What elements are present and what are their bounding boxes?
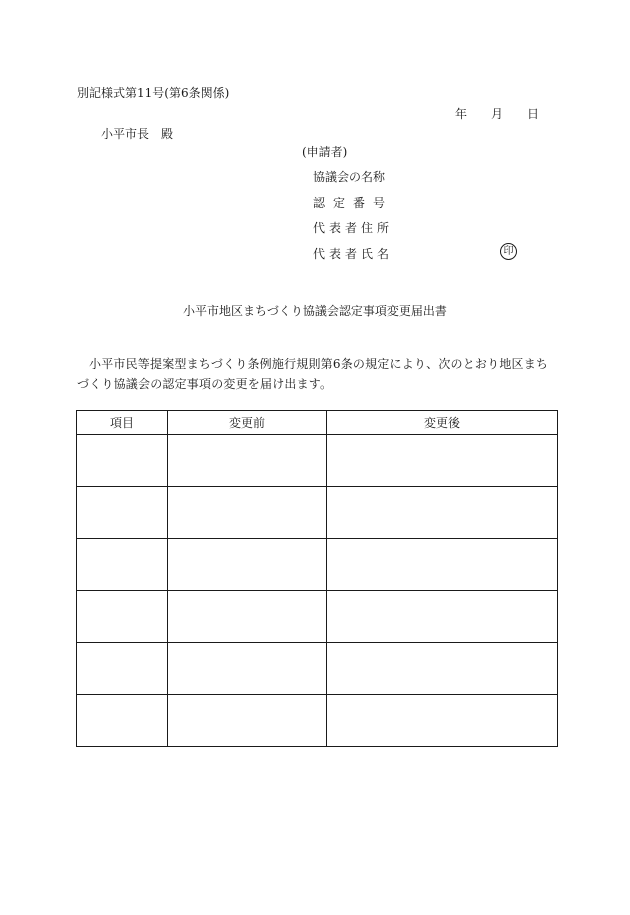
table-row [77, 643, 558, 695]
column-header-before: 変更前 [168, 411, 327, 435]
cell-after[interactable] [327, 435, 558, 487]
table-row [77, 539, 558, 591]
date-day-label: 日 [527, 107, 540, 121]
cell-after[interactable] [327, 643, 558, 695]
column-header-after: 変更後 [327, 411, 558, 435]
column-header-item: 項目 [77, 411, 168, 435]
cell-after[interactable] [327, 539, 558, 591]
field-representative-address: 代表者住所 [313, 221, 394, 235]
cell-before[interactable] [168, 487, 327, 539]
date-line [455, 105, 539, 122]
cell-item[interactable] [77, 539, 168, 591]
applicant-heading: (申請者) [302, 145, 348, 159]
cell-before[interactable] [168, 591, 327, 643]
cell-item[interactable] [77, 435, 168, 487]
cell-item[interactable] [77, 487, 168, 539]
cell-before[interactable] [168, 435, 327, 487]
table-row [77, 591, 558, 643]
seal-mark: 印 [500, 243, 517, 260]
addressee: 小平市長 殿 [101, 127, 174, 141]
document-title: 小平市地区まちづくり協議会認定事項変更届出書 [183, 304, 447, 318]
table-header-row [77, 411, 558, 435]
date-month-label: 月 [491, 107, 504, 121]
date-year-label: 年 [455, 107, 468, 121]
field-association-name: 協議会の名称 [313, 170, 386, 184]
changes-table [76, 410, 558, 747]
cell-item[interactable] [77, 643, 168, 695]
cell-item[interactable] [77, 591, 168, 643]
cell-before[interactable] [168, 539, 327, 591]
table-row [77, 695, 558, 747]
cell-after[interactable] [327, 487, 558, 539]
field-certification-number: 認定番号 [313, 196, 394, 210]
cell-after[interactable] [327, 695, 558, 747]
cell-after[interactable] [327, 591, 558, 643]
form-number: 別記様式第11号(第6条関係) [77, 86, 230, 100]
field-representative-name: 代表者氏名 [313, 247, 394, 261]
cell-before[interactable] [168, 695, 327, 747]
table-row [77, 435, 558, 487]
table-row [77, 487, 558, 539]
document-body: 小平市民等提案型まちづくり条例施行規則第6条の規定により、次のとおり地区まちづくり協議会の認定事項の変更を届け出ます。 [77, 357, 549, 391]
cell-before[interactable] [168, 643, 327, 695]
cell-item[interactable] [77, 695, 168, 747]
